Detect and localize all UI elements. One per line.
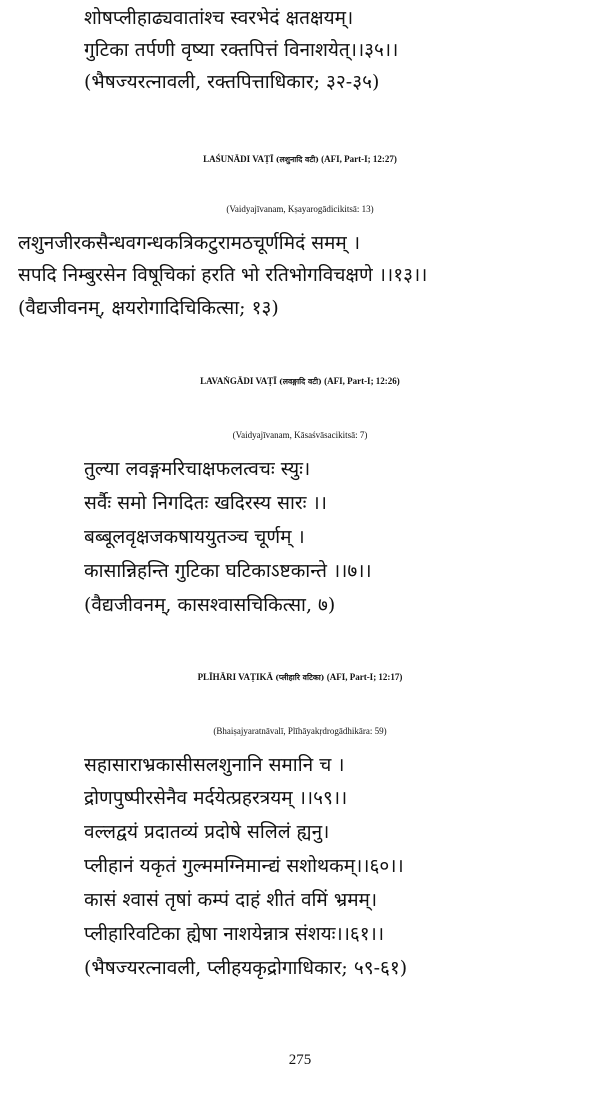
heading-devanagari: (प्लीहारि वटिका) <box>275 673 325 682</box>
verse-line: सर्वैः समो निगदितः खदिरस्य सारः ।। <box>84 492 327 514</box>
verse-line: गुटिका तर्पणी वृष्या रक्तपित्तं विनाशयेत्।।३५।। <box>84 39 399 61</box>
verse-reference: (भैषज्यरत्नावली, रक्तपित्ताधिकार; ३२-३५) <box>84 71 380 93</box>
verse-line: प्लीहानं यकृतं गुल्ममग्निमान्द्यं सशोथकम्।।६०।। <box>84 855 404 877</box>
verse-line: प्लीहारिवटिका ह्येषा नाशयेन्नात्र संशयः।।६१।। <box>84 923 385 945</box>
source-citation: (Bhaiṣajyaratnāvalī, Plīhāyakṛdrogādhikāra: 59) <box>213 726 387 736</box>
page-number: 275 <box>288 1052 312 1068</box>
source-citation: (Vaidyajīvanam, Kāsaśvāsacikitsā: 7) <box>232 430 368 440</box>
verse-line: वल्लद्वयं प्रदातव्यं प्रदोषे सलिलं ह्यनु। <box>84 821 330 843</box>
verse-line: शोषप्लीहाढ्यवातांश्च स्वरभेदं क्षतक्षयम्। <box>84 7 354 29</box>
verse-reference: (वैद्यजीवनम्, क्षयरोगादिचिकित्सा; १३) <box>18 297 279 319</box>
verse-line: सपदि निम्बुरसेन विषूचिकां हरति भो रतिभोगविचक्षणे ।।१३।। <box>18 264 428 286</box>
heading-afi-reference: (AFI, Part-I; 12:26) <box>324 376 400 386</box>
heading-afi-reference: (AFI, Part-I; 12:17) <box>326 672 403 682</box>
verse-reference: (वैद्यजीवनम्, कासश्वासचिकित्सा, ७) <box>84 594 336 616</box>
verse-line: द्रोणपुष्पीरसेनैव मर्दयेत्प्रहरत्रयम् ।।५९।। <box>84 787 348 809</box>
verse-line: तुल्या लवङ्गमरिचाक्षफलत्वचः स्युः। <box>84 458 311 480</box>
verse-line: कासं श्वासं तृषां कम्पं दाहं शीतं वमिं भ्रमम्। <box>84 889 378 911</box>
heading-roman: LAŚUNĀDI VAṬĪ <box>203 154 274 164</box>
source-citation: (Vaidyajīvanam, Kṣayarogādicikitsā: 13) <box>226 204 374 214</box>
heading-roman: PLĪHĀRI VAṬIKĀ <box>197 672 273 682</box>
section-heading-lasunadi-vati <box>0 145 600 174</box>
heading-afi-reference: (AFI, Part-I; 12:27) <box>321 154 397 164</box>
verse-line: कासान्निहन्ति गुटिका घटिकाऽष्टकान्ते ।।७।। <box>84 560 372 582</box>
heading-devanagari: (लवङ्गादि वटी) <box>279 377 322 386</box>
section-heading-lavangadi-vati <box>0 367 600 396</box>
verse-reference: (भैषज्यरत्नावली, प्लीहयकृद्रोगाधिकार; ५९-६१) <box>84 957 408 979</box>
verse-line: बब्बूलवृक्षजकषाययुतञ्च चूर्णम् । <box>84 526 305 548</box>
verse-line: सहासाराभ्रकासीसलशुनानि समानि च । <box>84 754 345 776</box>
verse-line: लशुनजीरकसैन्धवगन्धकत्रिकटुरामठचूर्णमिदं समम् । <box>18 232 361 254</box>
heading-devanagari: (लशुनादि वटी) <box>275 155 319 164</box>
heading-roman: LAVAṄGĀDI VAṬĪ <box>200 376 277 386</box>
section-heading-plihari-vatika <box>0 663 600 692</box>
